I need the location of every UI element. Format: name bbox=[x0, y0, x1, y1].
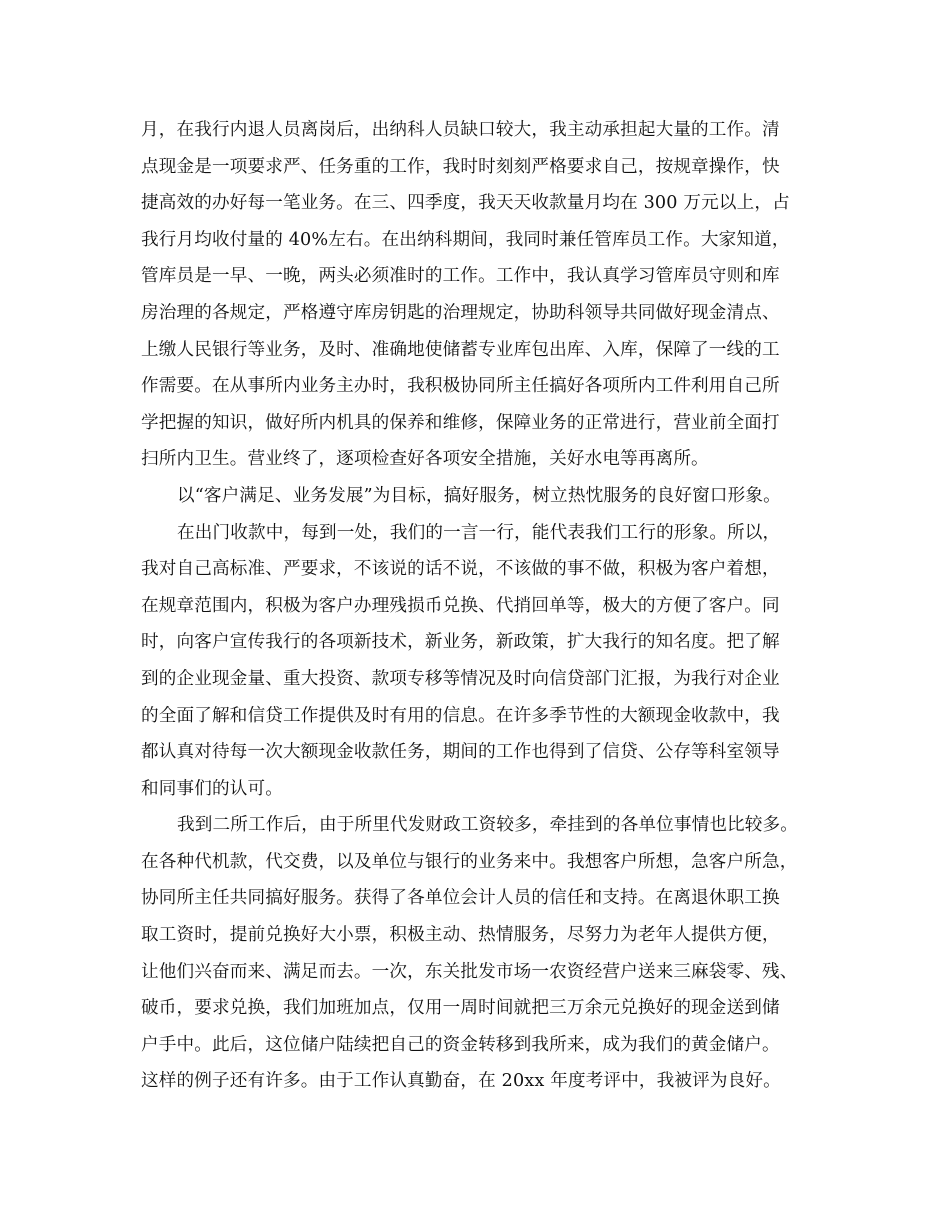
text-line: 我对自己高标准、严要求，不该说的话不说，不该做的事不做，积极为客户着想， bbox=[141, 559, 780, 580]
text-line: 在规章范围内，积极为客户办理残损币兑换、代捎回单等，极大的方便了客户。同 bbox=[141, 595, 780, 616]
text-line: 和同事们的认可。 bbox=[141, 778, 283, 799]
text-line: 都认真对待每一次大额现金收款任务，期间的工作也得到了信贷、公存等科室领导 bbox=[141, 742, 780, 763]
text-line: 让他们兴奋而来、满足而去。一次，东关批发市场一农资经营户送来三麻袋零、残、 bbox=[141, 961, 798, 982]
paragraph-first-line: 在出门收款中，每到一处，我们的一言一行，能代表我们工行的形象。所以， bbox=[177, 522, 781, 543]
text-line: 月，在我行内退人员离岗后，出纳科人员缺口较大，我主动承担起大量的工作。清 bbox=[141, 120, 780, 140]
text-line: 点现金是一项要求严、任务重的工作，我时时刻刻严格要求自己，按规章操作，快 bbox=[141, 156, 780, 177]
paragraph-first-line: 以“客户满足、业务发展”为目标，搞好服务，树立热忱服务的良好窗口形象。 bbox=[177, 485, 781, 506]
text-line: 取工资时，提前兑换好大小票，积极主动、热情服务，尽努力为老年人提供方便， bbox=[141, 925, 780, 946]
text-line: 我行月均收付量的 40%左右。在出纳科期间，我同时兼任管库员工作。大家知道， bbox=[141, 229, 790, 250]
text-line: 的全面了解和信贷工作提供及时有用的信息。在许多季节性的大额现金收款中，我 bbox=[141, 705, 780, 726]
text-line: 作需要。在从事所内业务主办时，我积极协同所主任搞好各项所内工件利用自己所 bbox=[141, 376, 780, 397]
text-line: 管库员是一早、一晚，两头必须准时的工作。工作中，我认真学习管库员守则和库 bbox=[141, 266, 780, 287]
text-line: 扫所内卫生。营业终了，逐项检查好各项安全措施，关好水电等再离所。 bbox=[141, 449, 709, 470]
body-text bbox=[141, 112, 831, 1100]
text-line: 捷高效的办好每一笔业务。在三、四季度，我天天收款量月均在 300 万元以上，占 bbox=[141, 193, 790, 214]
text-line: 上缴人民银行等业务，及时、准确地使储蓄专业库包出库、入库，保障了一线的工 bbox=[141, 339, 780, 360]
text-line: 破币，要求兑换，我们加班加点，仅用一周时间就把三万余元兑换好的现金送到储 bbox=[141, 998, 780, 1019]
text-line: 这样的例子还有许多。由于工作认真勤奋，在 20xx 年度考评中，我被评为良好。 bbox=[141, 1071, 781, 1092]
text-line: 在各种代机款，代交费，以及单位与银行的业务来中。我想客户所想，急客户所急， bbox=[141, 851, 798, 872]
text-line: 时，向客户宣传我行的各项新技术，新业务，新政策，扩大我行的知名度。把了解 bbox=[141, 632, 780, 653]
text-line: 学把握的知识，做好所内机具的保养和维修，保障业务的正常进行，营业前全面打 bbox=[141, 412, 780, 433]
paragraph-first-line: 我到二所工作后，由于所里代发财政工资较多，牵挂到的各单位事情也比较多。 bbox=[177, 815, 799, 836]
text-line: 到的企业现金量、重大投资、款项专移等情况及时向信贷部门汇报，为我行对企业 bbox=[141, 668, 780, 689]
text-line: 房治理的各规定，严格遵守库房钥匙的治理规定，协助科领导共同做好现金清点、 bbox=[141, 302, 780, 323]
text-line: 户手中。此后，这位储户陆续把自己的资金转移到我所来，成为我们的黄金储户。 bbox=[141, 1034, 780, 1055]
text-line: 协同所主任共同搞好服务。获得了各单位会计人员的信任和支持。在离退休职工换 bbox=[141, 888, 780, 909]
